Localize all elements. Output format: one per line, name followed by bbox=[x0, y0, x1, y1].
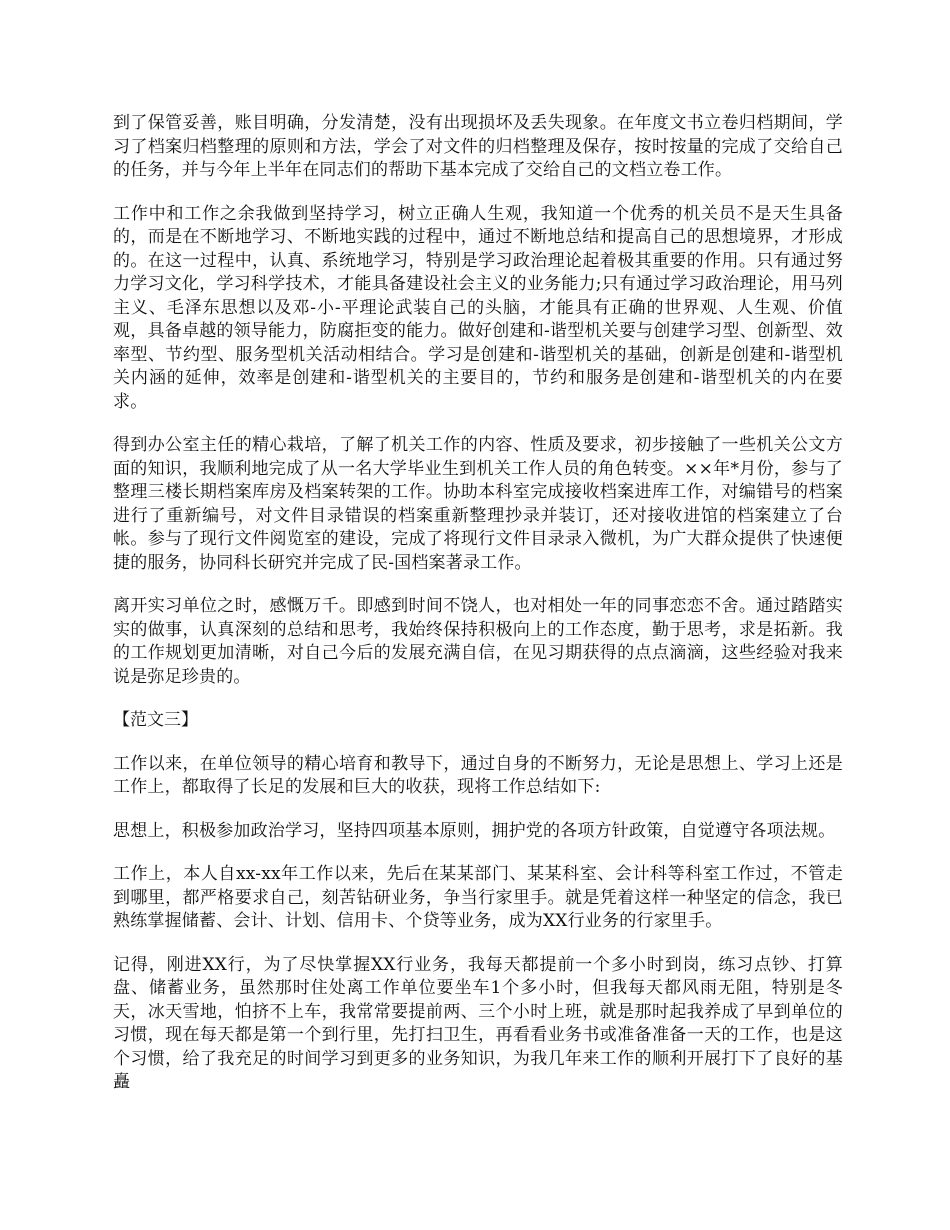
paragraph-intro: 工作以来，在单位领导的精心培育和教导下，通过自身的不断努力，无论是思想上、学习上还是工作上，都取得了长足的发展和巨大的收获，现将工作总结如下: bbox=[113, 753, 843, 797]
document-page bbox=[113, 112, 843, 1115]
paragraph-archive-work: 到了保管妥善，账目明确，分发清楚，没有出现损坏及丢失现象。在年度文书立卷归档期间，学习了档案归档整理的原则和方法，学会了对文件的归档整理及保存，按时按量的完成了交给自己的任务，并与今年上半年在同志们的帮助下基本完成了交给自己的文档立卷工作。 bbox=[113, 113, 843, 180]
paragraph-study: 工作中和工作之余我做到坚持学习，树立正确人生观，我知道一个优秀的机关员不是天生具备的，而是在不断地学习、不断地实践的过程中，通过不断地总结和提高自己的思想境界，才形成的。在这一过程中，认真、系统地学习，特别是学习政治理论起着极其重要的作用。只有通过努力学习文化，学习科学技术，才能具备建设社会主义的业务能力;只有通过学习政治理论，用马列主义、毛泽东思想以及邓-小-平理论武装自己的头脑，才能具有正确的世界观、人生观、价值观，具备卓越的领导能力，防腐拒变的能力。做好创建和-谐型机关要与创建学习型、创新型、效率型、节约型、服务型机关活动相结合。学习是创建和-谐型机关的基础，创新是创建和-谐型机关内涵的延伸，效率是创建和-谐型机关的主要目的，节约和服务是创建和-谐型机关的内在要求。 bbox=[113, 203, 843, 412]
paragraph-work: 工作上，本人自xx-xx年工作以来，先后在某某部门、某某科室、会计科等科室工作过，不管走到哪里，都严格要求自己，刻苦钻研业务，争当行家里手。就是凭着这样一种坚定的信念，我已熟练掌握储蓄、会计、计划、信用卡、个贷等业务，成为XX行业务的行家里手。 bbox=[113, 864, 843, 931]
paragraph-office-work: 得到办公室主任的精心栽培，了解了机关工作的内容、性质及要求，初步接触了一些机关公文方面的知识，我顺利地完成了从一名大学毕业生到机关工作人员的角色转变。××年*月份，参与了整理三楼长期档案库房及档案转架的工作。协助本科室完成接收档案进库工作，对编错号的档案进行了重新编号，对文件目录错误的档案重新整理抄录并装订，还对接收进馆的档案建立了台帐。参与了现行文件阅览室的建设，完成了将现行文件目录录入微机，为广大群众提供了快速便捷的服务，协同科长研究并完成了民-国档案著录工作。 bbox=[113, 435, 843, 573]
section-heading: 【范文三】 bbox=[113, 710, 198, 730]
paragraph-leaving-internship: 离开实习单位之时，感慨万千。即感到时间不饶人，也对相处一年的同事恋恋不舍。通过踏踏实实的做事，认真深刻的总结和思考，我始终保持积极向上的工作态度，勤于思考，求是拓新。我的工作规划更加清晰，对自己今后的发展充满自信，在见习期获得的点点滴滴，这些经验对我来说是弥足珍贵的。 bbox=[113, 596, 843, 687]
paragraph-memory: 记得，刚进XX行，为了尽快掌握XX行业务，我每天都提前一个多小时到岗，练习点钞、打算盘、储蓄业务，虽然那时住处离工作单位要坐车1个多小时，但我每天都风雨无阻，特别是冬天，冰天雪地，怕挤不上车，我常常要提前两、三个小时上班，就是那时起我养成了早到单位的习惯，现在每天都是第一个到行里，先打扫卫生，再看看业务书或准备准备一天的工作，也是这个习惯，给了我充足的时间学习到更多的业务知识，为我几年来工作的顺利开展打下了良好的基矗 bbox=[113, 954, 843, 1092]
paragraph-ideology: 思想上，积极参加政治学习，坚持四项基本原则，拥护党的各项方针政策，自觉遵守各项法规。 bbox=[113, 820, 836, 841]
